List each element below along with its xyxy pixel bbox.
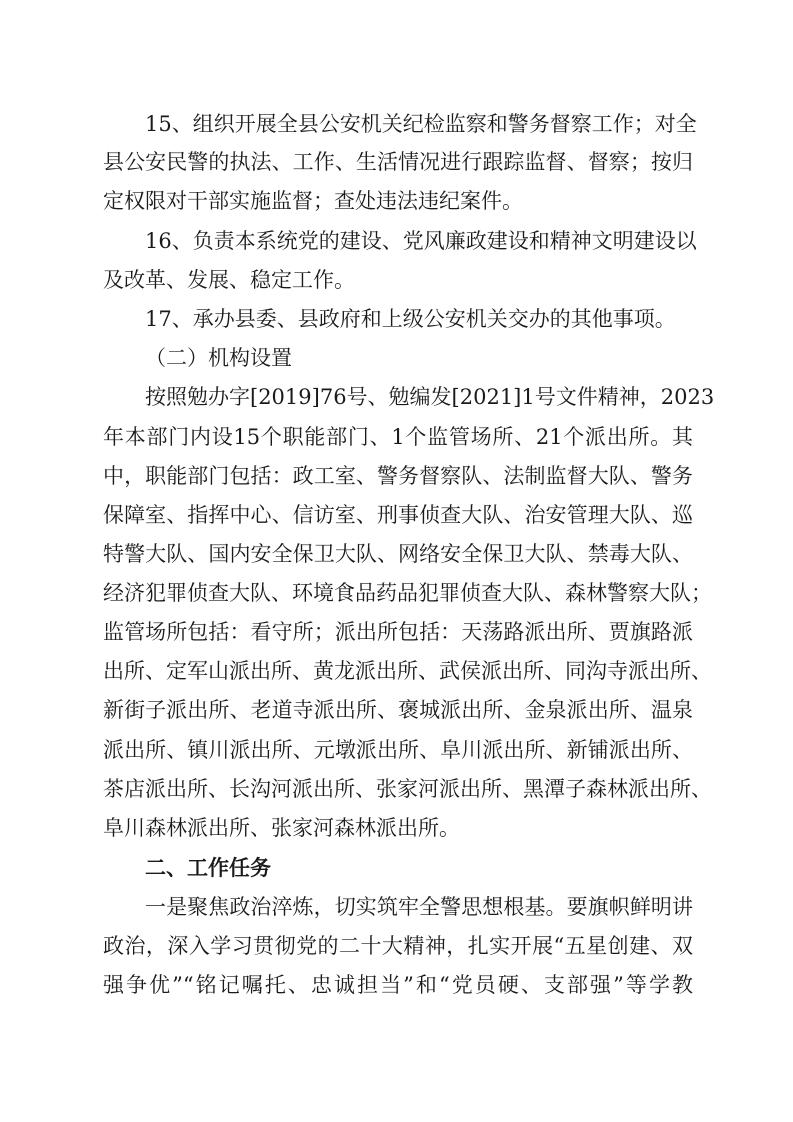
paragraph-16-line-2: 及改革、发展、稳定工作。: [103, 268, 355, 292]
org-paragraph-line-1: 按照勉办字[2019]76号、勉编发[2021]1号文件精神，2023: [145, 385, 715, 409]
org-paragraph-line-9: 新街子派出所、老道寺派出所、褒城派出所、金泉派出所、温泉: [103, 698, 693, 722]
paragraph-16-line-1: 16、负责本系统党的建设、党风廉政建设和精神文明建设以: [145, 229, 697, 253]
org-paragraph-line-3: 中，职能部门包括：政工室、警务督察队、法制监督大队、警务: [103, 464, 693, 488]
org-paragraph-line-10: 派出所、镇川派出所、元墩派出所、阜川派出所、新铺派出所、: [103, 738, 693, 762]
task-paragraph-line-3: 强争优”“铭记嘱托、忠诚担当”和“党员硬、支部强”等学教: [103, 973, 693, 997]
org-paragraph-line-6: 经济犯罪侦查大队、环境食品药品犯罪侦查大队、森林警察大队；: [103, 581, 712, 605]
paragraph-17: 17、承办县委、县政府和上级公安机关交办的其他事项。: [145, 307, 676, 331]
org-paragraph-line-12: 阜川森林派出所、张家河森林派出所。: [103, 816, 460, 840]
org-paragraph-line-4: 保障室、指挥中心、信访室、刑事侦查大队、治安管理大队、巡: [103, 503, 693, 527]
paragraph-15-line-1: 15、组织开展全县公安机关纪检监察和警务督察工作；对全: [145, 112, 697, 136]
section-heading-org-setup: （二）机构设置: [145, 346, 292, 370]
org-paragraph-line-5: 特警大队、国内安全保卫大队、网络安全保卫大队、禁毒大队、: [103, 542, 693, 566]
org-paragraph-line-11: 茶店派出所、长沟河派出所、张家河派出所、黑潭子森林派出所、: [103, 777, 712, 801]
task-paragraph-line-1: 一是聚焦政治淬炼，切实筑牢全警思想根基。要旗帜鲜明讲: [145, 895, 693, 919]
org-paragraph-line-8: 出所、定军山派出所、黄龙派出所、武侯派出所、同沟寺派出所、: [103, 659, 712, 683]
paragraph-15-line-3: 定权限对干部实施监督；查处违法违纪案件。: [103, 189, 523, 213]
paragraph-15-line-2: 县公安民警的执法、工作、生活情况进行跟踪监督、督察；按归: [103, 150, 693, 174]
org-paragraph-line-7: 监管场所包括：看守所；派出所包括：天荡路派出所、贾旗路派: [103, 620, 693, 644]
org-paragraph-line-2: 年本部门内设15个职能部门、1个监管场所、21个派出所。其: [103, 425, 693, 449]
task-paragraph-line-2: 政治，深入学习贯彻党的二十大精神，扎实开展“五星创建、双: [103, 934, 693, 958]
section-heading-work-tasks: 二、工作任务: [145, 856, 271, 880]
